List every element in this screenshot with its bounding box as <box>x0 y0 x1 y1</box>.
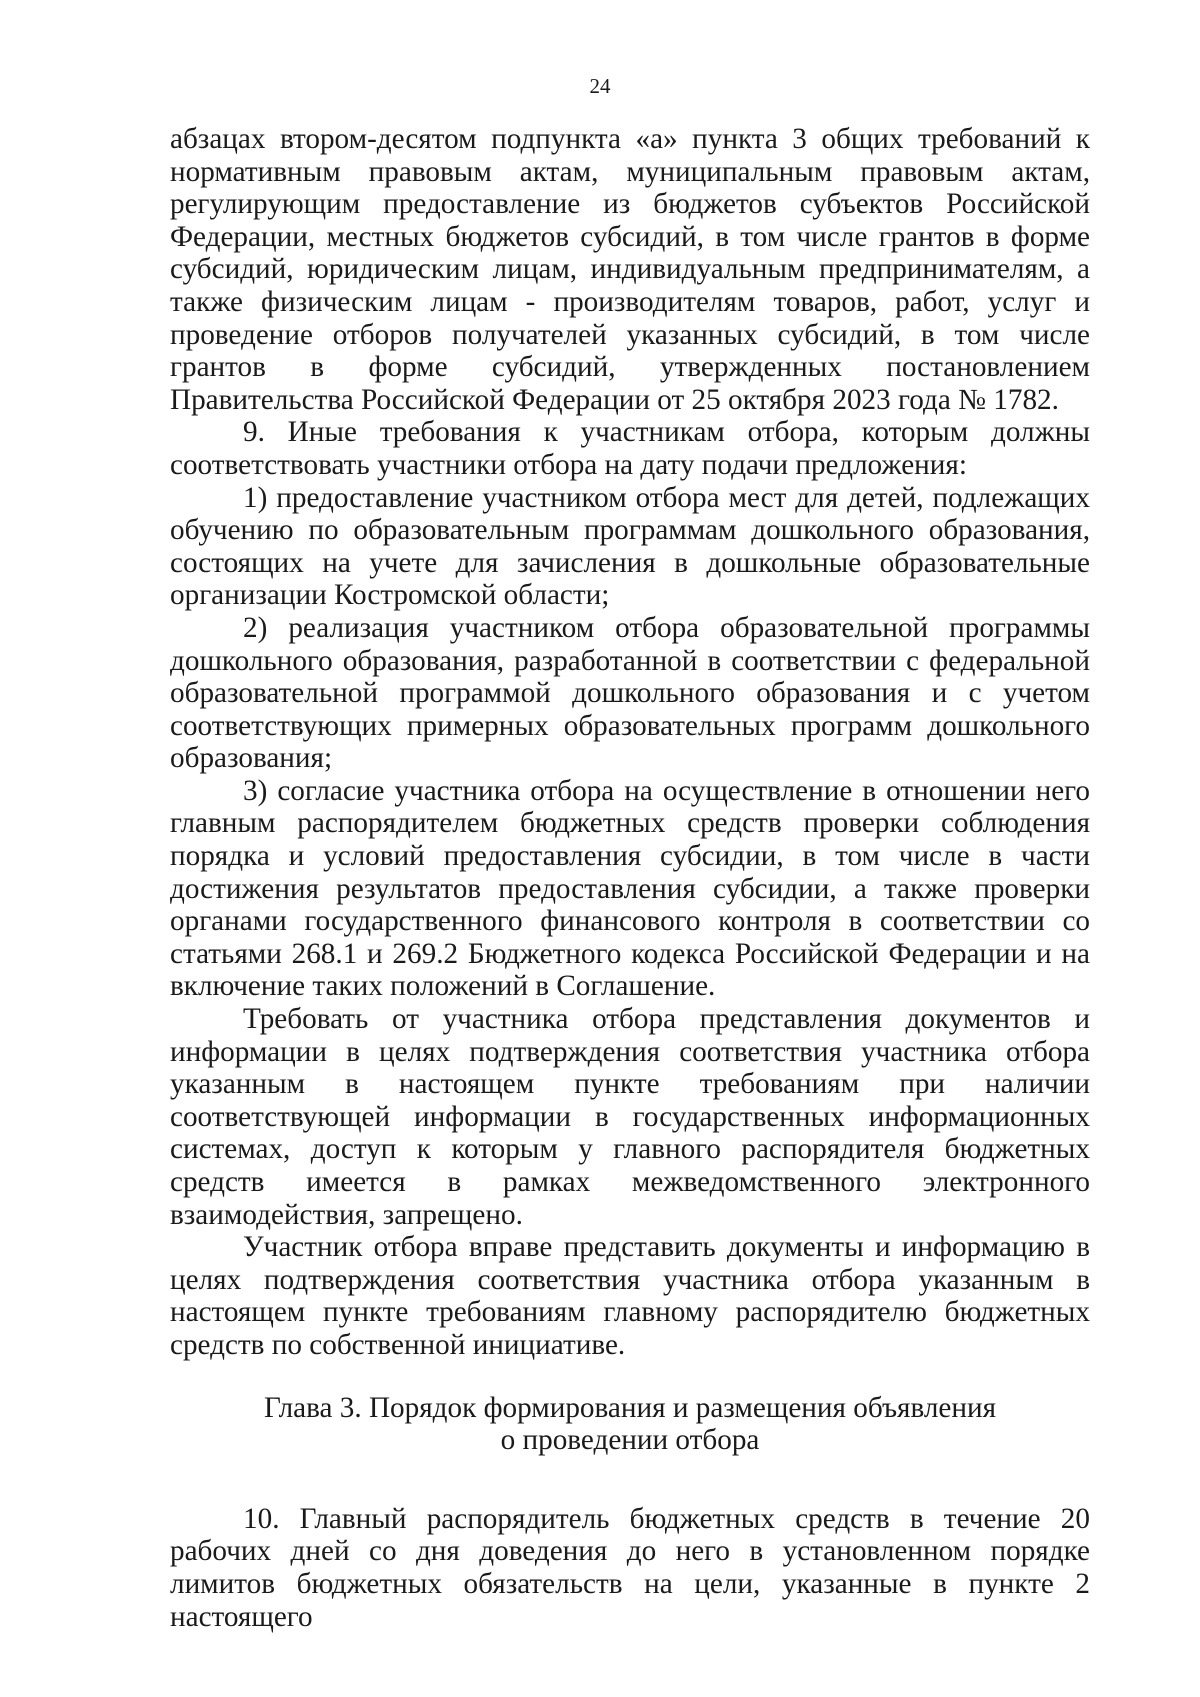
paragraph-subitem-3: 3) согласие участника отбора на осуществление в отношении него главным распорядителем бюджетных средств проверки соблюдения порядка и условий предоставления субсидии, в том числе в части достижения результатов предоставления субсидии, а также проверки органами государственного финансового контроля в соответствии со статьями 268.1 и 269.2 Бюджетного кодекса Российской Федерации и на включение таких положений в Соглашение. <box>170 774 1090 1003</box>
chapter-heading <box>170 1392 1090 1457</box>
paragraph-item-9: 9. Иные требования к участникам отбора, которым должны соответствовать участники отбора на дату подачи предложения: <box>170 416 1090 481</box>
chapter-heading-line-1: Глава 3. Порядок формирования и размещения объявления <box>263 1391 997 1424</box>
paragraph-own-initiative: Участник отбора вправе представить документы и информацию в целях подтверждения соответствия участника отбора указанным в настоящем пункте требованиям главному распорядителю бюджетных средств по собственной инициативе. <box>170 1231 1090 1361</box>
paragraph-continuation: абзацах втором-десятом подпункта «а» пункта 3 общих требований к нормативным правовым актам, муниципальным правовым актам, регулирующим предоставление из бюджетов субъектов Российской Федерации, местных бюджетов субсидий, в том числе грантов в форме субсидий, юридическим лицам, индивидуальным предпринимателям, а также физическим лицам - производителям товаров, работ, услуг и проведение отборов получателей указанных субсидий, в том числе грантов в форме субсидий, утвержденных постановлением Правительства Российской Федерации от 25 октября 2023 года № 1782. <box>170 123 1090 416</box>
document-body <box>170 123 1090 1633</box>
chapter-heading-line-2: о проведении отбора <box>500 1424 760 1457</box>
page-number: 24 <box>589 74 611 98</box>
paragraph-subitem-2: 2) реализация участником отбора образовательной программы дошкольного образования, разработанной в соответствии с федеральной образовательной программой дошкольного образования и с учетом соответствующих примерных образовательных программ дошкольного образования; <box>170 611 1090 775</box>
paragraph-prohibition: Требовать от участника отбора представления документов и информации в целях подтверждения соответствия участника отбора указанным в настоящем пункте требованиям при наличии соответствующей информации в государственных информационных системах, доступ к которым у главного распорядителя бюджетных средств имеется в рамках межведомственного электронного взаимодействия, запрещено. <box>170 1003 1090 1231</box>
paragraph-subitem-1: 1) предоставление участником отбора мест для детей, подлежащих обучению по образовательным программам дошкольного образования, состоящих на учете для зачисления в дошкольные образовательные организации Костромской области; <box>170 481 1090 612</box>
paragraph-item-10: 10. Главный распорядитель бюджетных средств в течение 20 рабочих дней со дня доведения до него в установленном порядке лимитов бюджетных обязательств на цели, указанные в пункте 2 настоящего <box>170 1502 1090 1633</box>
